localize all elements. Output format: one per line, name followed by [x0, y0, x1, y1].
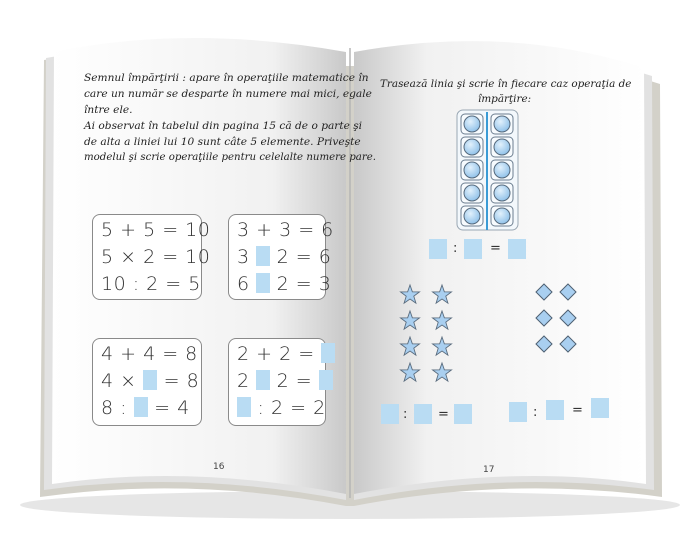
answer-square[interactable]	[508, 239, 526, 259]
colon-sign: :	[453, 241, 458, 256]
circle-counter	[494, 162, 510, 178]
diamond-shape	[536, 310, 552, 326]
equals-sign: =	[490, 241, 501, 256]
star-shape	[433, 363, 452, 381]
circle-counter	[494, 116, 510, 132]
eq-text: 3	[237, 246, 257, 268]
left-text-line-2: care un număr se desparte în numere mai mici, egale	[84, 88, 372, 100]
circle-counter	[494, 139, 510, 155]
eq-text: : 2 = 2	[251, 397, 326, 419]
star-shape	[433, 337, 452, 355]
star-shape	[401, 285, 420, 303]
eq-text: 2 + 2 =	[237, 343, 322, 365]
right-instruction-line-2: împărţire:	[478, 93, 532, 105]
left-text-line-3: între ele.	[84, 104, 133, 116]
diamond-shape	[536, 284, 552, 300]
answer-square[interactable]	[429, 239, 447, 259]
right-instruction-line-1: Trasează linia şi scrie în fiecare caz operaţia de	[380, 78, 632, 90]
diamond-group	[536, 284, 576, 352]
equals-sign: =	[438, 407, 449, 422]
colon-sign: :	[533, 405, 538, 420]
eq-text: = 4	[147, 397, 190, 419]
eq-row: 5 × 2 = 10	[101, 246, 211, 268]
rounded-square-group	[457, 110, 518, 230]
left-page-number: 16	[213, 462, 225, 472]
eq-text: 8 :	[101, 397, 134, 419]
eq-text: 2	[237, 370, 257, 392]
diamond-shape	[560, 284, 576, 300]
eq-text: 6	[237, 273, 257, 295]
star-shape	[401, 311, 420, 329]
answer-square[interactable]	[381, 404, 399, 424]
left-text-line-1: Semnul împărţirii : apare în operaţiile matematice în	[84, 72, 369, 84]
eq-text: 4 ×	[101, 370, 144, 392]
answer-square[interactable]	[546, 400, 564, 420]
diamond-shape	[536, 336, 552, 352]
eq-row: 10 : 2 = 5	[101, 273, 201, 295]
answer-square[interactable]	[414, 404, 432, 424]
diamond-shape	[560, 310, 576, 326]
eq-row: 3 + 3 = 6	[237, 219, 334, 241]
left-text-line-6: modelul şi scrie operaţiile pentru celelalte numere pare.	[84, 152, 377, 163]
diamond-shape	[560, 336, 576, 352]
circle-counter	[464, 116, 480, 132]
eq-text: 2 =	[270, 370, 319, 392]
circle-counter	[494, 208, 510, 224]
eq-text: = 8	[157, 370, 200, 392]
star-shape	[433, 311, 452, 329]
circle-counter	[464, 139, 480, 155]
star-shape	[401, 363, 420, 381]
circle-counter	[464, 162, 480, 178]
star-group	[401, 285, 452, 381]
equals-sign: =	[572, 403, 583, 418]
eq-text: 2 = 3	[270, 273, 332, 295]
answer-square[interactable]	[464, 239, 482, 259]
answer-square[interactable]	[591, 398, 609, 418]
star-shape	[433, 285, 452, 303]
eq-row: 4 + 4 = 8	[101, 343, 198, 365]
eq-text: 2 = 6	[270, 246, 332, 268]
colon-sign: :	[403, 407, 408, 422]
answer-square[interactable]	[509, 402, 527, 422]
star-shape	[401, 337, 420, 355]
circle-counter	[464, 208, 480, 224]
eq-row: 5 + 5 = 10	[101, 219, 211, 241]
left-text-line-4: Ai observat în tabelul din pagina 15 că de o parte şi	[84, 120, 363, 132]
left-text-line-5: de alta a liniei lui 10 sunt câte 5 elemente. Priveşte	[84, 136, 361, 148]
answer-square[interactable]	[454, 404, 472, 424]
circle-counter	[464, 185, 480, 201]
right-page-number: 17	[483, 465, 495, 475]
circle-counter	[494, 185, 510, 201]
